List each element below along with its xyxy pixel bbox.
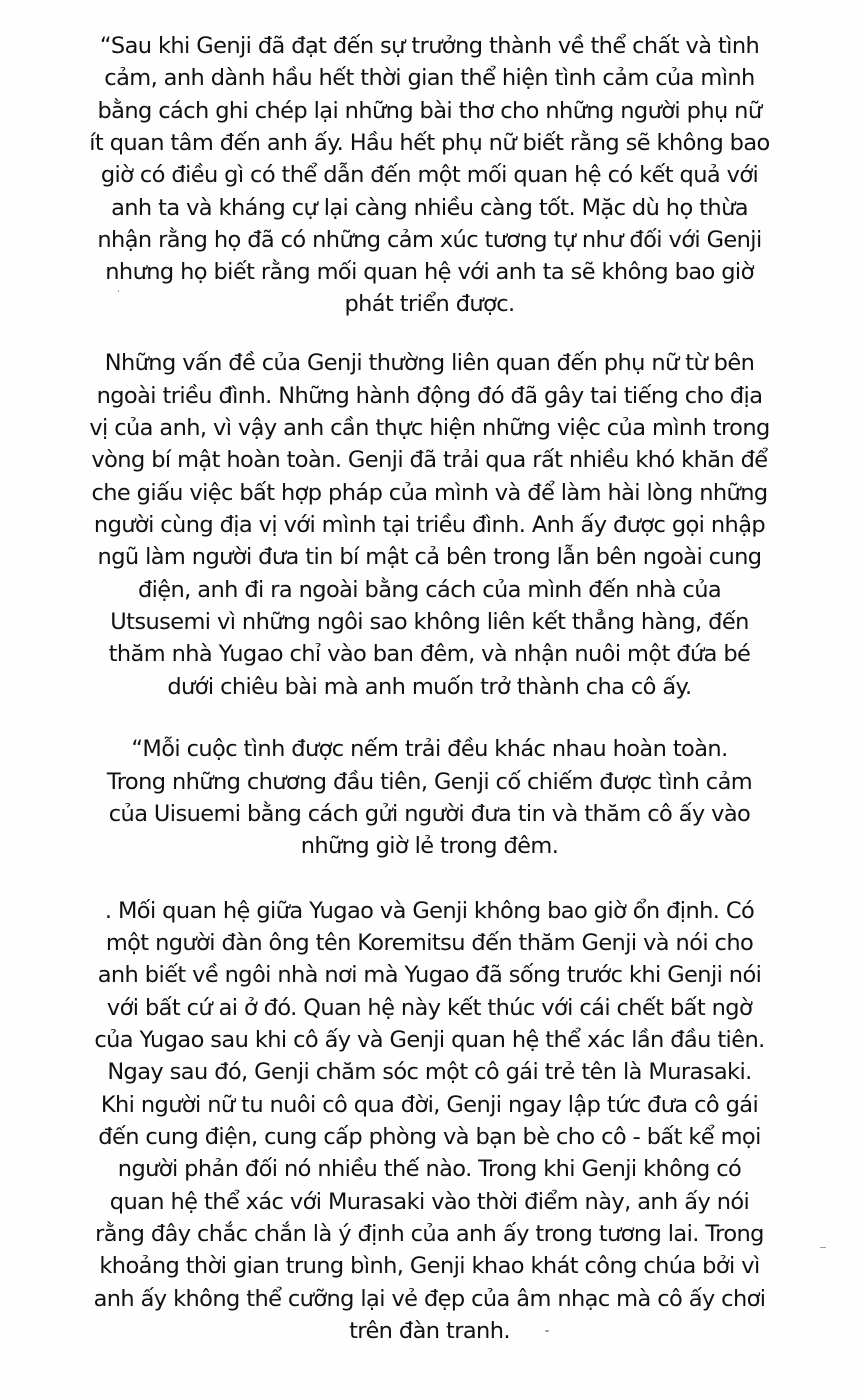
text-line: nhận rằng họ đã có những cảm xúc tương tự như đối với Genji — [97, 227, 762, 253]
text-line: ít quan tâm đến anh ấy. Hầu hết phụ nữ biết rằng sẽ không bao — [89, 130, 770, 156]
text-line: Trong những chương đầu tiên, Genji cố chiếm được tình cảm — [106, 769, 753, 795]
text-line: dưới chiêu bài mà anh muốn trở thành cha cô ấy. — [167, 674, 692, 700]
text-line: ngũ làm người đưa tin bí mật cả bên trong lẫn bên ngoài cung — [97, 544, 762, 570]
text-line: vòng bí mật hoàn toàn. Genji đã trải qua rất nhiều khó khăn để — [91, 447, 768, 473]
text-line: “Sau khi Genji đã đạt đến sự trưởng thành về thể chất và tình — [99, 33, 760, 59]
text-line: Utsusemi vì những ngôi sao không liên kết thẳng hàng, đến — [110, 609, 749, 635]
scan-speck — [545, 1330, 549, 1332]
text-line: bằng cách ghi chép lại những bài thơ cho những người phụ nữ — [97, 98, 762, 124]
text-line: Ngay sau đó, Genji chăm sóc một cô gái trẻ tên là Murasaki. — [107, 1059, 752, 1085]
text-line: với bất cứ ai ở đó. Quan hệ này kết thúc với cái chết bất ngờ — [106, 995, 753, 1021]
text-line: anh ấy không thể cưỡng lại vẻ đẹp của âm nhạc mà cô ấy chơi — [93, 1286, 766, 1312]
text-line: anh ta và kháng cự lại càng nhiều càng tốt. Mặc dù họ thừa — [111, 195, 748, 221]
text-line: đến cung điện, cung cấp phòng và bạn bè cho cô - bất kể mọi — [98, 1124, 761, 1150]
scan-speck — [118, 290, 119, 292]
text-line: che giấu việc bất hợp pháp của mình và để làm hài lòng những — [91, 480, 768, 506]
text-line: của Uisuemi bằng cách gửi người đưa tin và thăm cô ấy vào — [108, 801, 751, 827]
text-line: khoảng thời gian trung bình, Genji khao khát công chúa bởi vì — [99, 1253, 760, 1279]
text-line: Những vấn đề của Genji thường liên quan đến phụ nữ từ bên — [104, 350, 755, 376]
text-line: rằng đây chắc chắn là ý định của anh ấy trong tương lai. Trong — [95, 1221, 764, 1247]
text-line: vị của anh, vì vậy anh cần thực hiện những việc của mình trong — [89, 415, 770, 441]
text-line: một người đàn ông tên Koremitsu đến thăm Genji và nói cho — [105, 930, 754, 956]
text-line: của Yugao sau khi cô ấy và Genji quan hệ thể xác lần đầu tiên. — [94, 1027, 765, 1053]
text-line: cảm, anh dành hầu hết thời gian thể hiện tình cảm của mình — [104, 65, 755, 91]
text-line: điện, anh đi ra ngoài bằng cách của mình đến nhà của — [137, 577, 722, 603]
text-line: Khi người nữ tu nuôi cô qua đời, Genji ngay lập tức đưa cô gái — [100, 1092, 759, 1118]
text-line: giờ có điều gì có thể dẫn đến một mối quan hệ có kết quả với — [100, 162, 759, 188]
text-line: “Mỗi cuộc tình được nếm trải đều khác nhau hoàn toàn. — [131, 736, 728, 762]
text-line: thăm nhà Yugao chỉ vào ban đêm, và nhận nuôi một đứa bé — [108, 641, 751, 667]
text-line: những giờ lẻ trong đêm. — [300, 833, 559, 859]
text-line: người cùng địa vị với mình tại triều đình. Anh ấy được gọi nhập — [93, 512, 766, 538]
text-line: . Mối quan hệ giữa Yugao và Genji không bao giờ ổn định. Có — [104, 898, 755, 924]
text-line: trên đàn tranh. — [349, 1318, 510, 1344]
text-line: quan hệ thể xác với Murasaki vào thời điểm này, anh ấy nói — [109, 1189, 750, 1215]
text-line: nhưng họ biết rằng mối quan hệ với anh ta sẽ không bao giờ — [105, 259, 754, 285]
scan-speck — [820, 1247, 826, 1248]
text-line: anh biết về ngôi nhà nơi mà Yugao đã sống trước khi Genji nói — [97, 962, 762, 988]
text-line: phát triển được. — [344, 291, 515, 317]
text-line: ngoài triều đình. Những hành động đó đã gây tai tiếng cho địa — [96, 383, 763, 409]
text-line: người phản đối nó nhiều thế nào. Trong khi Genji không có — [117, 1156, 742, 1182]
